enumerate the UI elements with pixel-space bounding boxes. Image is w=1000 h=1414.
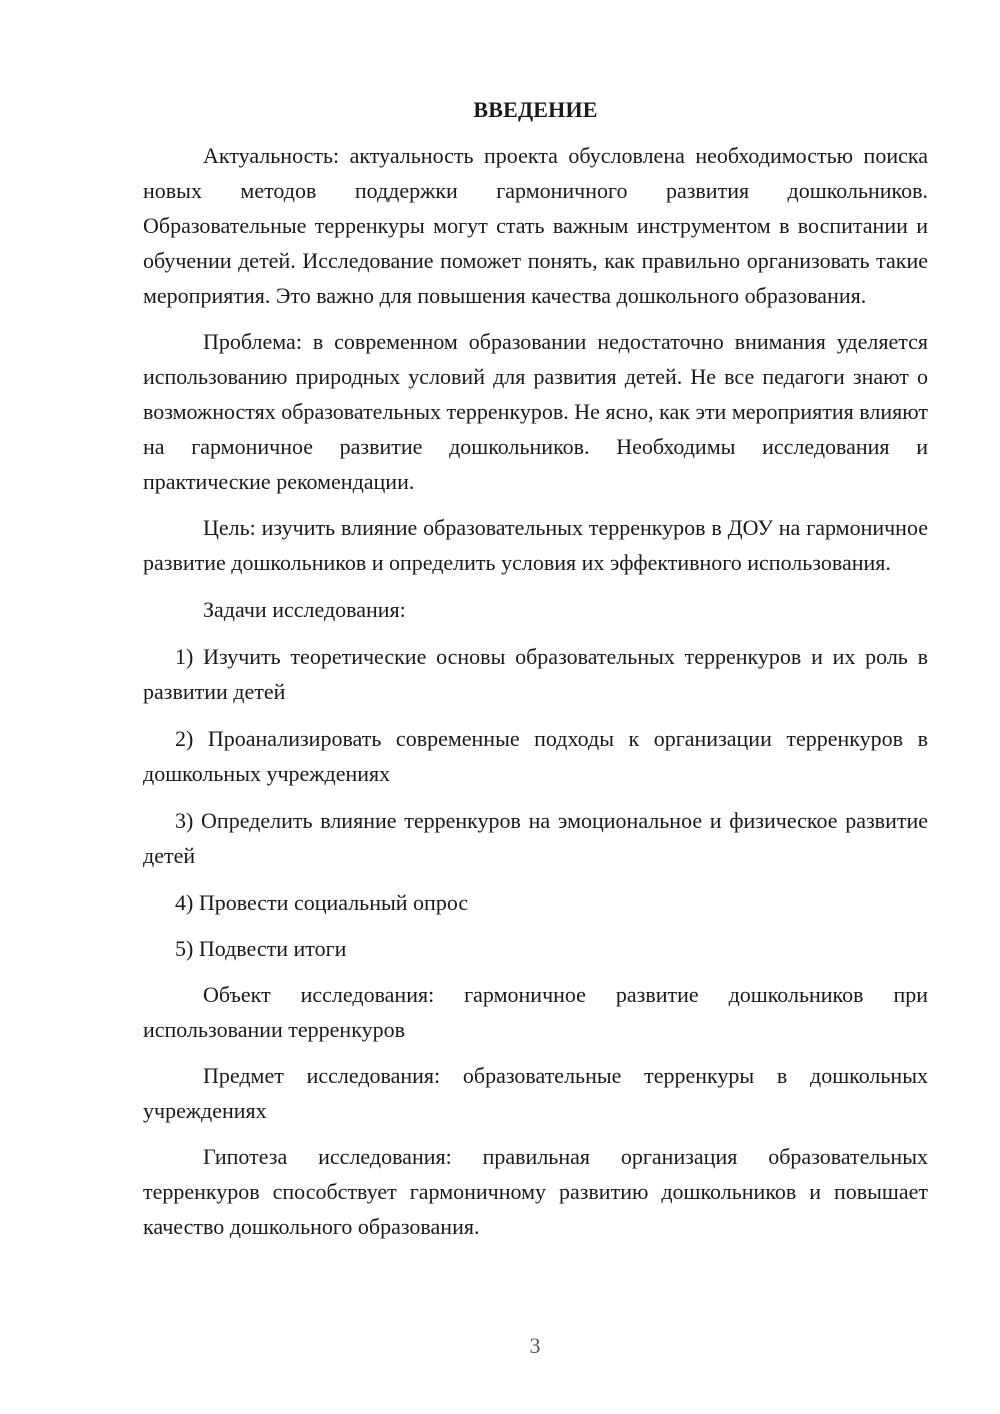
task-item-5: 5) Подвести итоги	[175, 936, 347, 961]
page-number: 3	[529, 1333, 541, 1358]
section-title: ВВЕДЕНИЕ	[473, 97, 598, 122]
task-item-2: 2) Проанализировать современные подходы к организации терренкуров в дошкольных учреждениях	[143, 726, 928, 786]
goal-paragraph: Цель: изучить влияние образовательных терренкуров в ДОУ на гармоничное развитие дошкольников и определить условия их эффективного использования.	[143, 515, 928, 575]
problem-paragraph: Проблема: в современном образовании недостаточно внимания уделяется использованию природных условий для развития детей. Не все педагоги знают о возможностях образовательных терренкуров. Не ясно, как эти мероприятия влияют на гармоничное развитие дошкольников. Необходимы исследования и практические рекомендации.	[143, 329, 928, 494]
tasks-heading: Задачи исследования:	[203, 597, 406, 622]
task-item-3: 3) Определить влияние терренкуров на эмоциональное и физическое развитие детей	[143, 808, 928, 868]
subject-paragraph: Предмет исследования: образовательные терренкуры в дошкольных учреждениях	[143, 1063, 928, 1123]
document-page	[143, 92, 928, 1244]
relevance-paragraph: Актуальность: актуальность проекта обусловлена необходимостью поиска новых методов поддержки гармоничного развития дошкольников. Образовательные терренкуры могут стать важным инструментом в воспитании и обучении детей. Исследование поможет понять, как правильно организовать такие мероприятия. Это важно для повышения качества дошкольного образования.	[143, 143, 928, 308]
hypothesis-paragraph: Гипотеза исследования: правильная организация образовательных терренкуров способствует гармоничному развитию дошкольников и повышает качество дошкольного образования.	[143, 1144, 928, 1239]
task-item-1: 1) Изучить теоретические основы образовательных терренкуров и их роль в развитии детей	[143, 644, 928, 704]
object-paragraph: Объект исследования: гармоничное развитие дошкольников при использовании терренкуров	[143, 982, 928, 1042]
task-item-4: 4) Провести социальный опрос	[175, 890, 469, 915]
